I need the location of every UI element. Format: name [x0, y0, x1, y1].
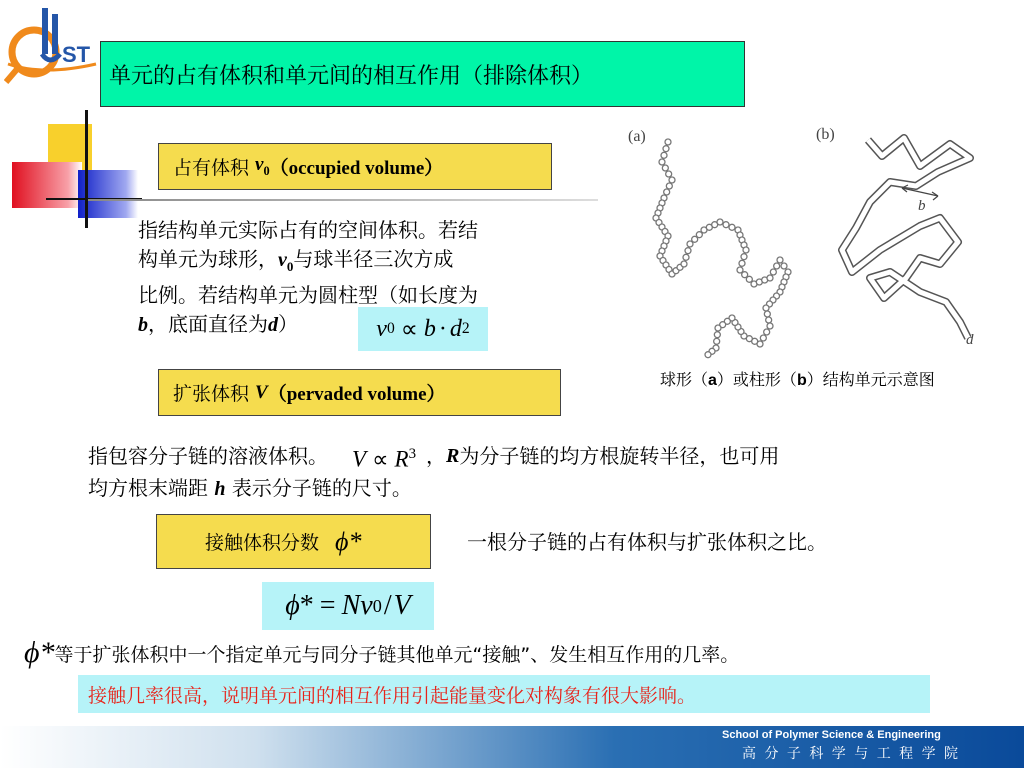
- bead: [739, 260, 745, 266]
- bead: [723, 222, 729, 228]
- bead: [767, 275, 773, 281]
- pervaded-volume-label: [158, 369, 561, 416]
- bead: [763, 305, 769, 311]
- occupied-desc-line2: 构单元为球形，$v_0$与球半径三次方成: [138, 247, 454, 274]
- highlight-note: 接触几率很高，说明单元间的相互作用引起能量变化对构象有很大影响。: [78, 675, 930, 713]
- svg-text:ST: ST: [62, 42, 91, 67]
- occupied-label-en: （occupied volume）: [269, 158, 444, 179]
- bead: [659, 159, 665, 165]
- title-text: 单元的占有体积和单元间的相互作用（排除体积）: [109, 63, 594, 89]
- occupied-formula: v 0 ∝ b · d 2: [358, 307, 488, 351]
- bead: [685, 248, 691, 254]
- pervaded-label-en: （pervaded volume）: [267, 384, 446, 405]
- bead: [767, 323, 773, 329]
- vertical-line: [85, 110, 88, 228]
- bead: [661, 152, 667, 158]
- bead: [665, 139, 671, 145]
- bead: [770, 269, 776, 275]
- pervaded-label-cn: 扩张体积: [173, 383, 250, 405]
- pervaded-desc-line2: 均方根末端距 h 表示分子链的尺寸。: [88, 475, 412, 500]
- chain-illustration: [620, 122, 1000, 362]
- bead: [662, 165, 668, 171]
- red-square: [12, 162, 82, 208]
- qust-logo-icon: [4, 2, 100, 88]
- contact-statement: [24, 636, 739, 670]
- bead: [781, 263, 787, 269]
- footer-school-cn: 高 分 子 科 学 与 工 程 学 院: [742, 746, 961, 762]
- occupied-desc-line3: 比例。若结构单元为圆柱型（如长度为: [138, 283, 478, 307]
- bead-chain-a: [653, 139, 791, 358]
- decorative-blocks: [12, 118, 142, 228]
- logo: [4, 2, 100, 88]
- bead: [715, 325, 721, 331]
- occupied-desc-line4: b，底面直径为d）: [138, 312, 298, 336]
- pervaded-formula: $V \propto R^3$: [352, 446, 417, 472]
- bead: [743, 247, 749, 253]
- contact-fraction-label: [156, 514, 431, 569]
- statement-text: 等于扩张体积中一个指定单元与同分子链其他单元“接触”、发生相互作用的几率。: [54, 643, 740, 666]
- bead: [664, 189, 670, 195]
- bond-label-b: b: [918, 198, 926, 214]
- slide-title: [100, 41, 745, 107]
- occupied-symbol: $v_0$: [255, 154, 270, 178]
- contact-label-cn: 接触体积分数: [205, 532, 320, 554]
- divider-line: [88, 199, 598, 201]
- bond-label-d: d: [966, 332, 974, 348]
- bead: [666, 171, 672, 177]
- bead: [669, 177, 675, 183]
- bead: [766, 317, 772, 323]
- pervaded-desc-line1: 指包容分子链的溶液体积。 $V \propto R^3$ ， R 为分子链的均方根旋转半径，也可用: [88, 440, 1008, 474]
- bead: [714, 338, 720, 344]
- chain-figure: [620, 122, 1000, 362]
- occupied-volume-label: [158, 143, 552, 190]
- bead: [774, 263, 780, 269]
- bead: [760, 335, 766, 341]
- occupied-label-cn: 占有体积: [173, 157, 250, 179]
- bead: [683, 254, 689, 260]
- bead: [764, 329, 770, 335]
- occupied-desc-line1: 指结构单元实际占有的空间体积。若结: [138, 218, 478, 242]
- figure-caption: 球形（a）或柱形（b）结构单元示意图: [660, 370, 935, 389]
- bead: [714, 332, 720, 338]
- contact-description: 一根分子链的占有体积与扩张体积之比。: [467, 530, 827, 554]
- rod-chain-b: [842, 138, 970, 338]
- bead: [705, 352, 711, 358]
- bead: [717, 219, 723, 225]
- contact-symbol: ϕ*: [335, 526, 362, 556]
- figure-label-a: (a): [628, 128, 646, 145]
- figure-label-b: (b): [816, 126, 835, 143]
- bead: [681, 261, 687, 267]
- contact-formula: ϕ * = N v 0 / V: [262, 582, 434, 630]
- statement-symbol: ϕ*: [24, 636, 55, 669]
- footer-school-en: School of Polymer Science & Engineering: [722, 729, 941, 741]
- bead: [777, 257, 783, 263]
- bead: [729, 224, 735, 230]
- bead: [666, 183, 672, 189]
- pervaded-description: [88, 440, 1008, 504]
- bead: [741, 254, 747, 260]
- bead: [663, 146, 669, 152]
- pervaded-symbol: V: [255, 381, 268, 403]
- bead: [764, 311, 770, 317]
